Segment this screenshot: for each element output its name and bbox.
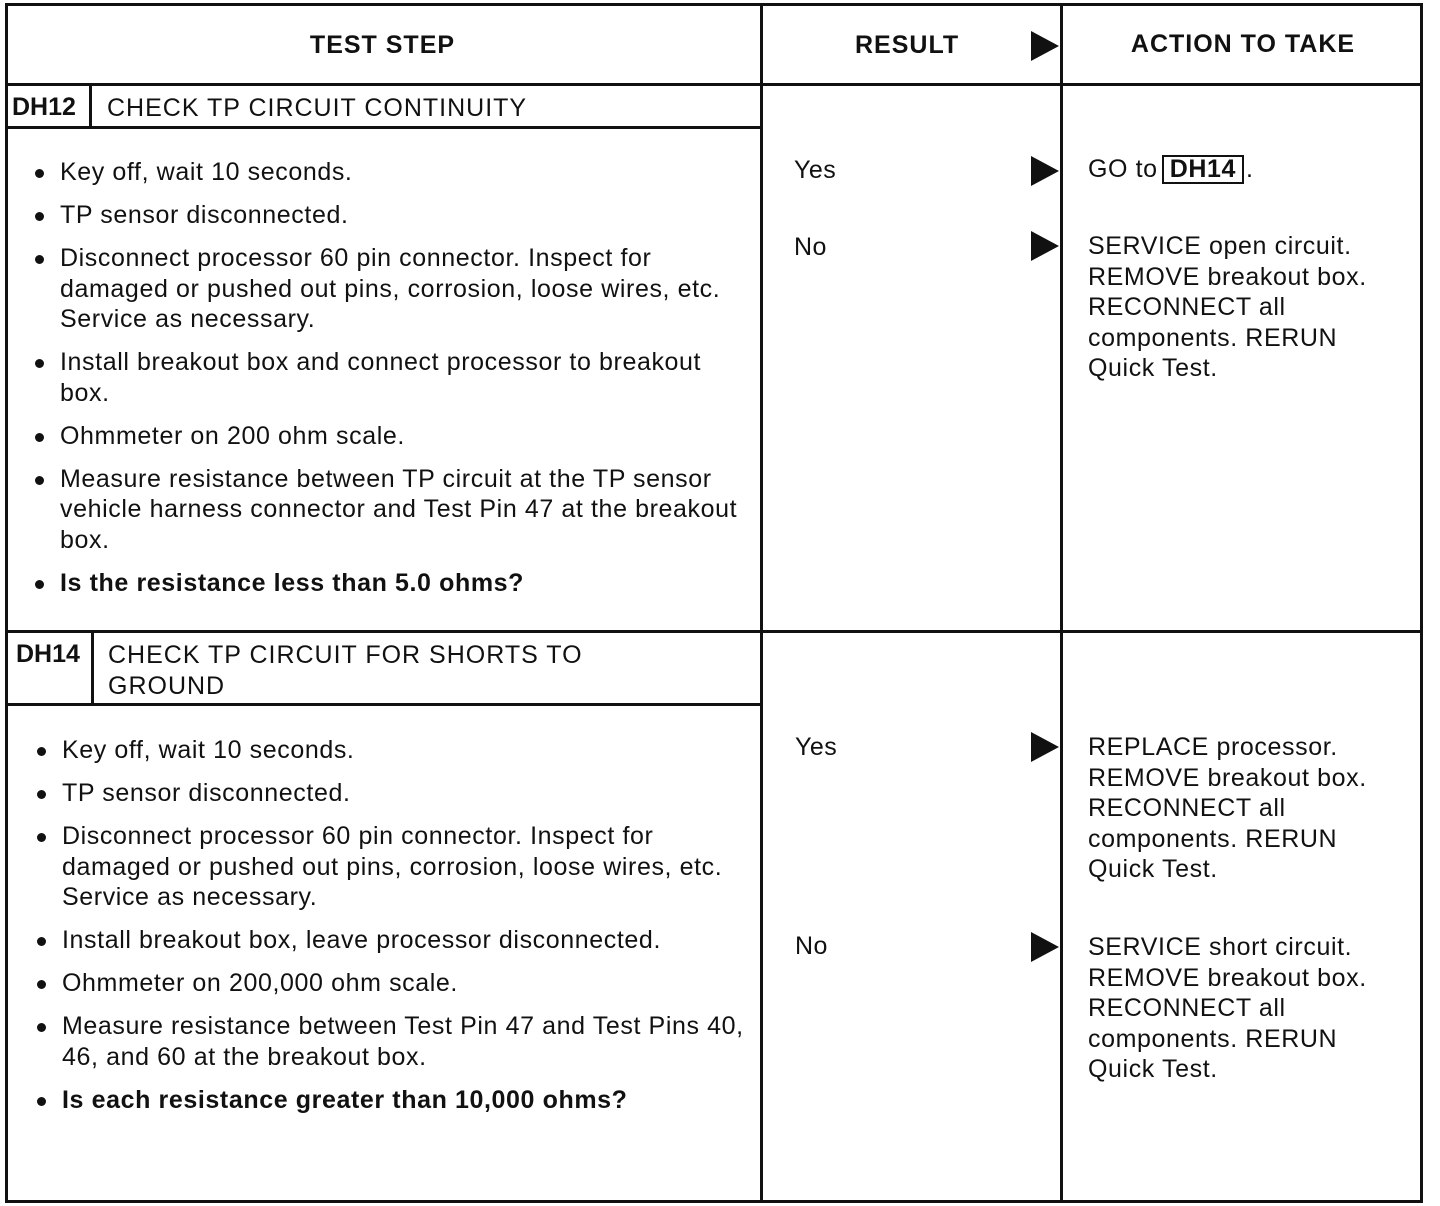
column-divider [760,3,763,1203]
header-divider [5,83,1423,86]
list-item: Ohmmeter on 200 ohm scale. [30,421,740,452]
result-no: No [795,932,828,960]
step-instructions [30,157,740,611]
title-underline [5,126,760,129]
code-divider [89,86,92,127]
step-code: DH12 [12,93,76,121]
result-no: No [794,233,827,261]
list-item: TP sensor disconnected. [30,200,740,231]
list-item: Install breakout box, leave processor disconnected. [32,925,747,956]
action-no: SERVICE short circuit. REMOVE breakout box. RECONNECT all components. RERUN Quick Test. [1088,933,1367,1083]
action-suffix: . [1246,155,1254,183]
arrow-icon [1031,156,1059,186]
list-item: Disconnect processor 60 pin connector. Inspect for damaged or pushed out pins, corrosion, loose wires, etc. Service as necessary. [30,243,740,335]
list-item: Key off, wait 10 seconds. [30,157,740,188]
arrow-icon [1031,732,1059,762]
action-yes [1088,154,1408,185]
step-title: CHECK TP CIRCUIT FOR SHORTS TO GROUND [108,641,583,700]
action-text: GO to [1088,155,1158,183]
list-item: Measure resistance between TP circuit at the TP sensor vehicle harness connector and Test Pin 47 at the breakout box. [30,464,740,556]
header-result: RESULT [855,31,960,59]
step-title: CHECK TP CIRCUIT CONTINUITY [107,94,528,122]
column-divider [1060,3,1063,1203]
header-test-step: TEST STEP [309,31,456,59]
step-question: Is the resistance less than 5.0 ohms? [30,568,740,599]
list-item: Ohmmeter on 200,000 ohm scale. [32,968,747,999]
step-reference: DH14 [1162,155,1244,184]
action-yes: REPLACE processor. REMOVE breakout box. RECONNECT all components. RERUN Quick Test. [1088,733,1367,883]
step-code: DH14 [16,640,80,668]
step-instructions [32,735,747,1128]
arrow-icon [1031,231,1059,261]
result-yes: Yes [795,733,838,761]
header-action: ACTION TO TAKE [1130,30,1356,58]
list-item: Disconnect processor 60 pin connector. Inspect for damaged or pushed out pins, corrosion, loose wires, etc. Service as necessary. [32,821,747,913]
header-arrow-icon [1031,31,1059,61]
result-yes: Yes [794,156,837,184]
section-divider [5,630,1423,633]
arrow-icon [1031,932,1059,962]
action-no: SERVICE open circuit. REMOVE breakout box. RECONNECT all components. RERUN Quick Test. [1088,232,1367,382]
code-divider [91,633,94,704]
list-item: Install breakout box and connect processor to breakout box. [30,347,740,408]
title-underline [5,703,760,706]
list-item: TP sensor disconnected. [32,778,747,809]
list-item: Measure resistance between Test Pin 47 and Test Pins 40, 46, and 60 at the breakout box. [32,1011,747,1072]
step-question: Is each resistance greater than 10,000 ohms? [32,1085,747,1116]
list-item: Key off, wait 10 seconds. [32,735,747,766]
